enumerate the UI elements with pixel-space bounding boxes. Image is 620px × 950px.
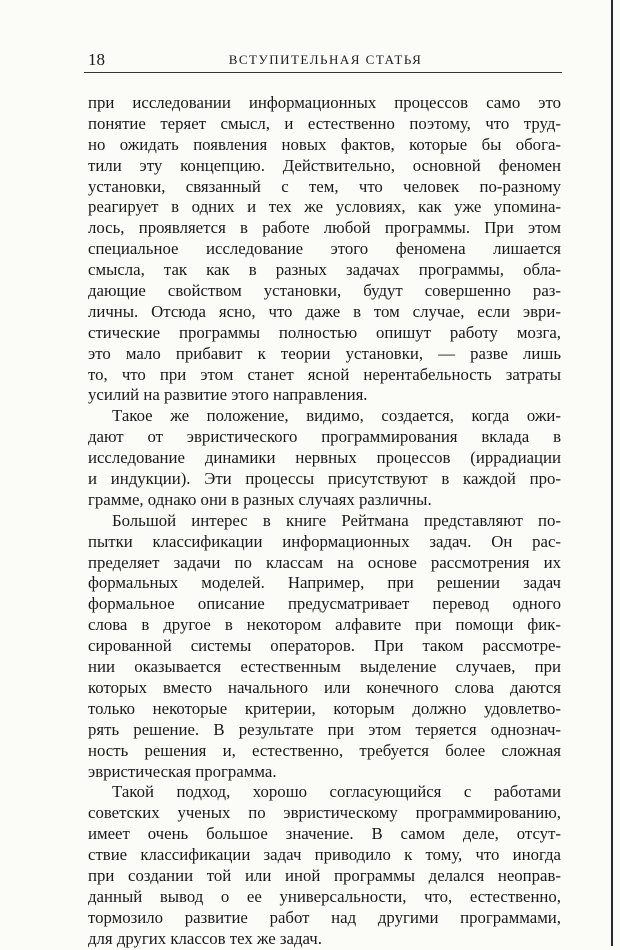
text-line: личны. Отсюда ясно, что даже в том случае, если эври- [88,301,561,321]
page-edge [611,0,613,946]
text-line: но ожидать появления новых фактов, которые бы обога- [88,134,561,154]
text-line: то, что при этом станет ясной нерентабельность затраты [88,364,561,384]
text-line: которых вместо начального или конечного слова даются [88,677,561,697]
text-line: нии оказывается естественным выделение случаев, при [88,657,561,677]
running-head: ВСТУПИТЕЛЬНАЯ СТАТЬЯ [228,52,423,67]
text-line: эвристическая программа. [88,761,277,781]
text-line: слова в другое в некотором алфавите при помощи фик- [88,615,561,635]
text-line: и индукции). Эти процессы присутствуют в каждой про- [88,469,561,489]
text-line: тормозило развитие работ над другими программами, [88,907,561,927]
text-line: ствие классификации задач приводило к тому, что иногда [88,845,561,865]
text-line: пытки классификации информационных задач. Он рас- [88,531,561,551]
text-line: советских ученых по эвристическому программированию, [88,803,561,823]
text-line: лось, проявляется в работе любой программы. При этом [88,218,561,238]
text-line: ность решения и, естественно, требуется более сложная [88,740,561,760]
text-line: смысла, так как в разных задачах программы, обла- [88,260,561,280]
text-line: дающие свойством установки, будут совершенно раз- [88,281,561,301]
text-line: Большой интерес в книге Рейтмана представляют по- [112,510,561,530]
text-line: исследование динамики нервных процессов (иррадиации [88,448,561,468]
text-line: формальных моделей. Например, при решении задач [88,573,561,593]
text-line: тили эту концепцию. Действительно, основной феномен [88,155,561,175]
page-number: 18 [88,50,105,69]
text-line: формальное описание предусматривает перевод одного [88,594,561,614]
page-header [88,48,563,70]
text-line: имеет очень большое значение. В самом деле, отсут- [88,824,561,844]
text-line: рять решение. В результате при этом теряется однознач- [88,719,561,739]
text-line: грамме, однако они в разных случаях различны. [88,489,432,509]
text-line: стические программы полностью опишут работу мозга, [88,322,561,342]
text-line: данный вывод о ее универсальности, что, естественно, [88,886,561,906]
text-line: это мало прибавит к теории установки, — разве лишь [88,343,561,363]
text-line: понятие теряет смысл, и естественно поэтому, что труд- [88,113,561,133]
text-line: Такое же положение, видимо, создается, когда ожи- [112,406,561,426]
text-line: дают от эвристического программирования вклада в [88,427,561,447]
text-line: специальное исследование этого феномена лишается [88,239,561,259]
text-line: сированной системы операторов. При таком рассмотре- [88,636,561,656]
text-line: для других классов тех же задач. [88,928,322,948]
text-line: только некоторые критерии, которым должно удовлетво- [88,698,561,718]
text-line: реагирует в одних и тех же условиях, как уже упомина- [88,197,561,217]
text-line: установки, связанный с тем, что человек по-разному [88,176,561,196]
header-rule [84,72,562,73]
text-line: усилий на развитие этого направления. [88,385,368,405]
text-line: Такой подход, хорошо согласующийся с работами [112,782,561,802]
body-text [88,93,561,950]
text-line: при создании той или иной программы делался неоправ- [88,865,561,885]
text-line: при исследовании информационных процессов само это [88,93,561,112]
text-line: пределяет задачи по классам на основе рассмотрения их [88,552,561,572]
